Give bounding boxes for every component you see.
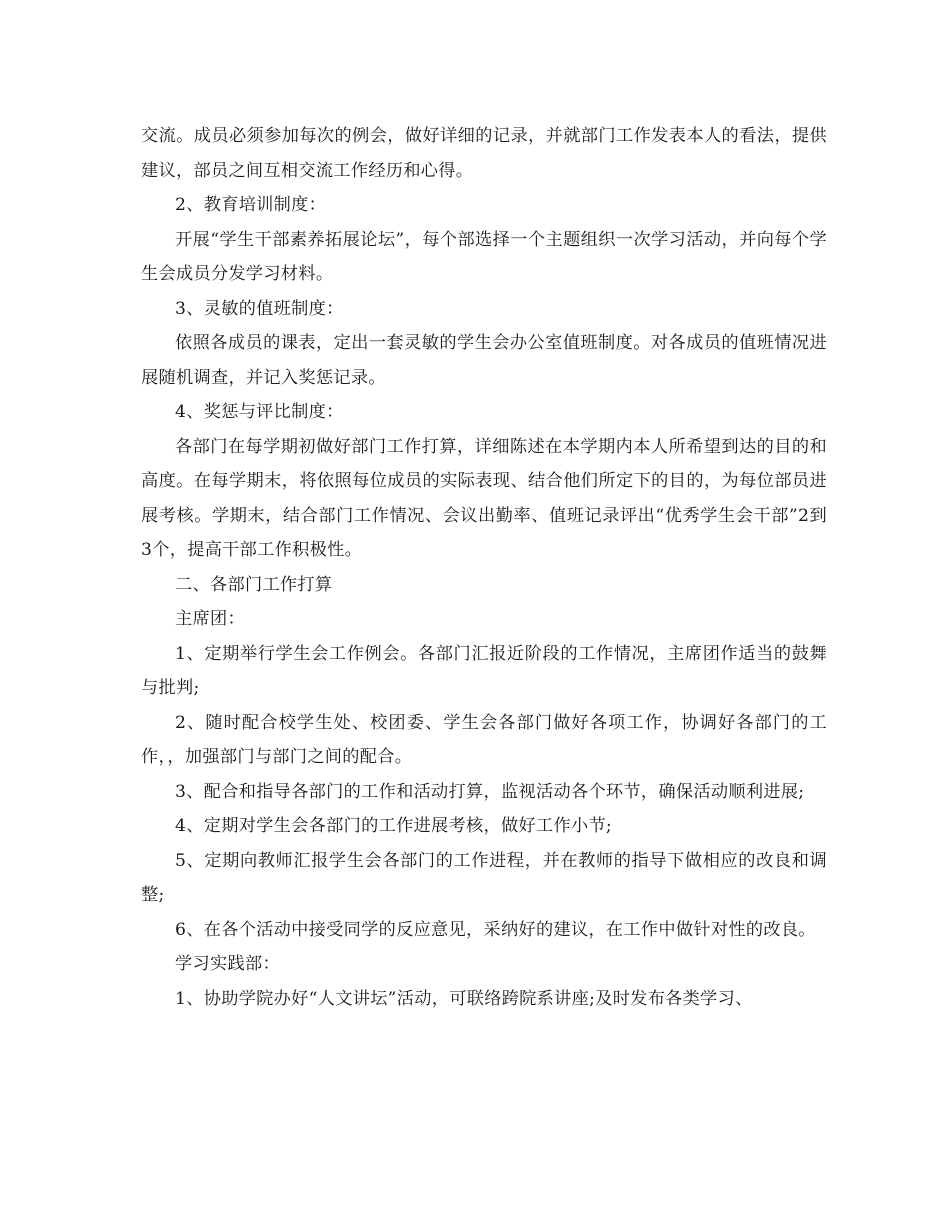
document-body (141, 119, 827, 1016)
paragraph: 交流。成员必须参加每次的例会，做好详细的记录，并就部门工作发表本人的看法，提供建议，部员之间互相交流工作经历和心得。 (141, 126, 827, 181)
paragraph: 各部门在每学期初做好部门工作打算，详细陈述在本学期内本人所希望到达的目的和高度。在每学期末，将依照每位成员的实际表现、结合他们所定下的目的，为每位部员进展考核。学期末，结合部门工作情况、会议出勤率、值班记录评出“优秀学生会干部”2到3个，提高干部工作积极性。 (141, 436, 827, 560)
list-item: 1、定期举行学生会工作例会。各部门汇报近阶段的工作情况，主席团作适当的鼓舞与批判; (141, 643, 827, 698)
subsection-heading: 主席团： (175, 609, 245, 629)
section-heading: 2、教育培训制度： (175, 195, 327, 215)
paragraph: 依照各成员的课表，定出一套灵敏的学生会办公室值班制度。对各成员的值班情况进展随机调查，并记入奖惩记录。 (141, 333, 827, 388)
list-item: 1、协助学院办好“人文讲坛”活动，可联络跨院系讲座;及时发布各类学习、 (175, 988, 753, 1009)
list-item: 5、定期向教师汇报学生会各部门的工作进程，并在教师的指导下做相应的改良和调整; (141, 850, 827, 905)
list-item: 2、随时配合校学生处、校团委、学生会各部门做好各项工作，协调好各部门的工作，，加强部门与部门之间的配合。 (141, 712, 827, 767)
list-item: 4、定期对学生会各部门的工作进展考核，做好工作小节; (175, 816, 613, 836)
list-item: 6、在各个活动中接受同学的反应意见，采纳好的建议，在工作中做针对性的改良。 (175, 919, 816, 940)
section-heading: 3、灵敏的值班制度： (175, 298, 344, 319)
list-item: 3、配合和指导各部门的工作和活动打算，监视活动各个环节，确保活动顺利进展; (175, 781, 805, 802)
section-heading: 二、各部门工作打算 (175, 574, 333, 595)
subsection-heading: 学习实践部： (175, 954, 280, 974)
section-heading: 4、奖惩与评比制度： (175, 402, 344, 422)
paragraph: 开展“学生干部素养拓展论坛”，每个部选择一个主题组织一次学习活动，并向每个学生会成员分发学习材料。 (141, 229, 827, 284)
